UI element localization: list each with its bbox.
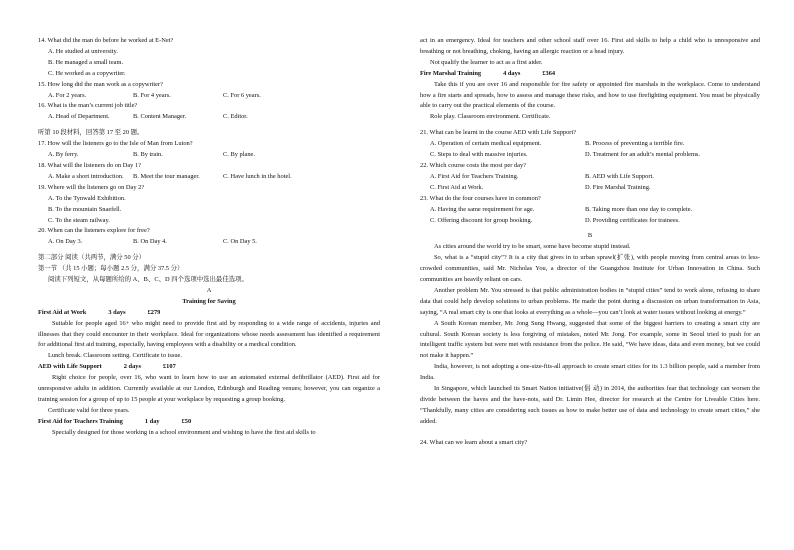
q19-option-a: A. To the Tynwald Exhibition. bbox=[48, 194, 126, 202]
q22-options-cd bbox=[420, 183, 760, 194]
q22-option-c: C. First Aid at Work. bbox=[430, 183, 484, 191]
course-teachers-body: Specially designed for those working in a school environment and wishing to have the first aid skills to bbox=[52, 428, 316, 436]
q22-option-d: D. Fire Marshal Training. bbox=[585, 183, 651, 191]
q16-option-c: C. Editor. bbox=[223, 113, 248, 121]
q18-options bbox=[38, 172, 380, 183]
q16-options bbox=[38, 112, 380, 123]
q24-stem: 24. What can we learn about a smart city? bbox=[420, 438, 528, 446]
passage-b-paragraph: In Singapore, which launched its Smart Nation initiative(倡 动) in 2014, the authorities fear that technology can worsen the divide between the haves and the have-nots, said Dr. Limin Hee, director for research at the Centre for Liveable Cities here. “Thankfully, many cities are considering such issues as how to make better use of data and technology to create smart cities,” she added. bbox=[420, 385, 760, 425]
passage-a-letter: A bbox=[206, 286, 212, 294]
q20-option-a: A. On Day 3. bbox=[48, 238, 83, 246]
right-column bbox=[420, 36, 760, 449]
q17-option-c: C. By plane. bbox=[223, 151, 255, 159]
q16-option-a: A. Head of Department. bbox=[48, 113, 110, 121]
q15-option-b: B. For 4 years. bbox=[133, 91, 171, 99]
passage-b-paragraph: As cities around the world try to be smart, some have become stupid instead. bbox=[434, 243, 631, 251]
q22-options-ab bbox=[420, 172, 760, 183]
course-name: AED with Life Support bbox=[38, 363, 102, 371]
q15-option-c: C. For 6 years. bbox=[223, 91, 261, 99]
course-name: First Aid for Teachers Training bbox=[38, 417, 123, 425]
course-days: 1 day bbox=[144, 417, 160, 425]
q17-stem: 17. How will the listeners go to the Isle of Man from Luton? bbox=[38, 140, 193, 148]
q19-option-b: B. To the mountain Snaefell. bbox=[48, 205, 122, 213]
passage-b-paragraph: Another problem Mr. You stressed is that public administration bodies in “stupid cities” tend to work alone, refusing to share data that could help develop solutions to urban problems. He made the point during a discussion on urban transformation in Asia, saying, “A real smart city is one that looks at everything as a whole—you can’t look at water issues without looking at energy.” bbox=[420, 286, 760, 316]
q21-stem: 21. What can be learnt in the course AED with Life Support? bbox=[420, 129, 577, 137]
q23-option-c: C. Offering discount for group booking. bbox=[430, 216, 533, 224]
course-name: Fire Marshal Training bbox=[420, 69, 482, 77]
q14-stem: 14. What did the man do before he worked at E-Net? bbox=[38, 37, 174, 44]
q22-option-a: A. First Aid for Teachers Training. bbox=[430, 172, 519, 180]
course-fire-marshal-body: Take this if you are over 16 and responsible for fire safety or appointed fire marshals in the workplace. Come to understand how a fire starts and spreads, how to assess and manage these risks, and how to use firefighting equipment. You must be physically able to carry out the practical elements of the course. bbox=[420, 80, 760, 110]
q14-option-b: B. He managed a small team. bbox=[48, 58, 124, 66]
q16-option-b: B. Content Manager. bbox=[133, 113, 187, 121]
q18-option-c: C. Have lunch in the hotel. bbox=[223, 172, 292, 180]
course-days: 2 days bbox=[123, 363, 141, 371]
q18-stem: 18. What will the listeners do on Day 1? bbox=[38, 161, 141, 169]
q20-stem: 20. When can the listeners explore for free? bbox=[38, 227, 150, 235]
passage-b-letter: B bbox=[587, 232, 593, 240]
q23-option-b: B. Taking more than one day to complete. bbox=[585, 205, 693, 213]
passage-a-title: Training for Saving bbox=[182, 297, 236, 305]
q18-option-a: A. Make a short introduction. bbox=[48, 172, 124, 180]
q23-stem: 23. What do the four courses have in common? bbox=[420, 194, 541, 202]
course-teachers-header bbox=[38, 417, 380, 428]
course-fire-marshal-note: Role play. Classroom environment. Certificate. bbox=[430, 113, 551, 121]
q18-option-b: B. Meet the tour manager. bbox=[133, 172, 200, 180]
passage-b-paragraph: So, what is a “stupid city”? It is a city that gives in to urban sprawl(扩张), with people moving from central areas to less-crowded communities, said Mr. Nicholas You, a director of the Guangzhou Institute for Urban Innovation in China. Such communities are heavily reliant on cars. bbox=[420, 254, 760, 284]
passage-b-paragraph: A South Korean member, Mr. Jong Sung Hwang, suggested that some of the biggest barriers to creating a smart city are cultural. South Korean society is less forgiving of mistakes, noted Mr. Jong. For example, some in Seoul tried to push for an intelligent traffic system but were met with resistance from the police. He said, “We have ideas, data and even money, but we could not make it happen.” bbox=[420, 319, 760, 360]
q21-option-c: C. Steps to deal with massive injuries. bbox=[430, 151, 528, 159]
left-column bbox=[38, 36, 380, 439]
course-days: 4 days bbox=[503, 69, 521, 77]
course-name: First Aid at Work bbox=[38, 308, 87, 316]
course-price: £279 bbox=[147, 308, 161, 316]
q23-option-d: D. Providing certificates for trainees. bbox=[585, 216, 680, 224]
course-aed-body: Right choice for people, over 16, who want to learn how to use an automated external defibrillator (AED). First aid for unresponsive adults in addition. Currently available at our London, Edinburgh and Reading venues; however, you can organize a training session for a group of up to 15 people at your workplace by requesting a group booking. bbox=[38, 374, 380, 403]
course-aed-header bbox=[38, 362, 380, 373]
course-price: £364 bbox=[542, 69, 556, 77]
q23-option-a: A. Having the same requirement for age. bbox=[430, 205, 535, 213]
course-price: £50 bbox=[181, 417, 192, 425]
q22-option-b: B. AED with Life Support. bbox=[585, 172, 654, 180]
q21-option-b: B. Process of preventing a terrible fire. bbox=[585, 140, 685, 148]
course-teachers-note: Not qualify the learner to act as a first aider. bbox=[430, 58, 543, 66]
course-aed-note: Certificate valid for three years. bbox=[48, 406, 130, 414]
course-days: 3 days bbox=[108, 308, 126, 316]
q21-options-ab bbox=[420, 139, 760, 150]
q16-stem: 16. What is the man’s current job title? bbox=[38, 102, 138, 110]
q17-option-a: A. By ferry. bbox=[48, 151, 79, 159]
q21-option-a: A. Operation of certain medical equipment. bbox=[430, 140, 542, 148]
q19-option-c: C. To the steam railway. bbox=[48, 216, 110, 224]
q20-option-b: B. On Day 4. bbox=[133, 238, 167, 246]
q19-stem: 19. Where will the listeners go on Day 2? bbox=[38, 183, 145, 191]
course-first-aid-at-work-body: Suitable for people aged 16+ who might need to provide first aid by responding to a wide range of accidents, injuries and illnesses that they could encounter in their workplace. Ideal for organizations whose needs assessment has identified a requirement for additional first aid training, especially, having employees with a disability or a medical condition. bbox=[38, 319, 380, 349]
reading-instruction: 阅读下列短文，从每题所给的 A、B、C、D 四个选项中选出最佳选项。 bbox=[48, 276, 248, 284]
course-price: £107 bbox=[162, 363, 176, 371]
q17-option-b: B. By train. bbox=[133, 151, 163, 159]
q23-options-cd bbox=[420, 216, 760, 227]
q21-option-d: D. Treatment for an adult’s mental problems. bbox=[585, 151, 701, 159]
course-first-aid-at-work-header bbox=[38, 308, 380, 319]
q21-options-cd bbox=[420, 150, 760, 161]
q15-stem: 15. How long did the man work as a copywriter? bbox=[38, 80, 163, 88]
course-first-aid-at-work-note: Lunch break. Classroom setting. Certificate to issue. bbox=[48, 352, 182, 360]
q20-option-c: C. On Day 5. bbox=[223, 238, 257, 246]
q22-stem: 22. Which course costs the most per day? bbox=[420, 161, 527, 169]
q15-option-a: A. For 2 years. bbox=[48, 91, 87, 99]
q14-option-a: A. He studied at university. bbox=[48, 47, 118, 55]
q14-option-c: C. He worked as a copywriter. bbox=[48, 69, 126, 77]
course-fire-marshal-header bbox=[420, 69, 760, 80]
q17-options bbox=[38, 150, 380, 161]
q23-options-ab bbox=[420, 205, 760, 216]
course-teachers-body-cont: act in an emergency. Ideal for teachers and other school staff over 16. First aid skills to help a child who is unresponsive and breathing or not breathing, choking, having an allergic reaction or a head injury. bbox=[420, 37, 760, 55]
section-1-heading: 第一节 （共 15 小题；每小题 2.5 分，满分 37.5 分） bbox=[38, 265, 184, 273]
material-10-instruction: 听第 10 段材料，回答第 17 至 20 题。 bbox=[38, 129, 144, 137]
q15-options bbox=[38, 91, 380, 102]
part-2-heading: 第二部分 阅读（共两节，满分 50 分） bbox=[38, 254, 146, 262]
passage-b-paragraph: India, however, is not adopting a one-size-fits-all approach to create smart cities for its 1.3 billion people, said a member from India. bbox=[420, 363, 760, 382]
q20-options bbox=[38, 237, 380, 248]
